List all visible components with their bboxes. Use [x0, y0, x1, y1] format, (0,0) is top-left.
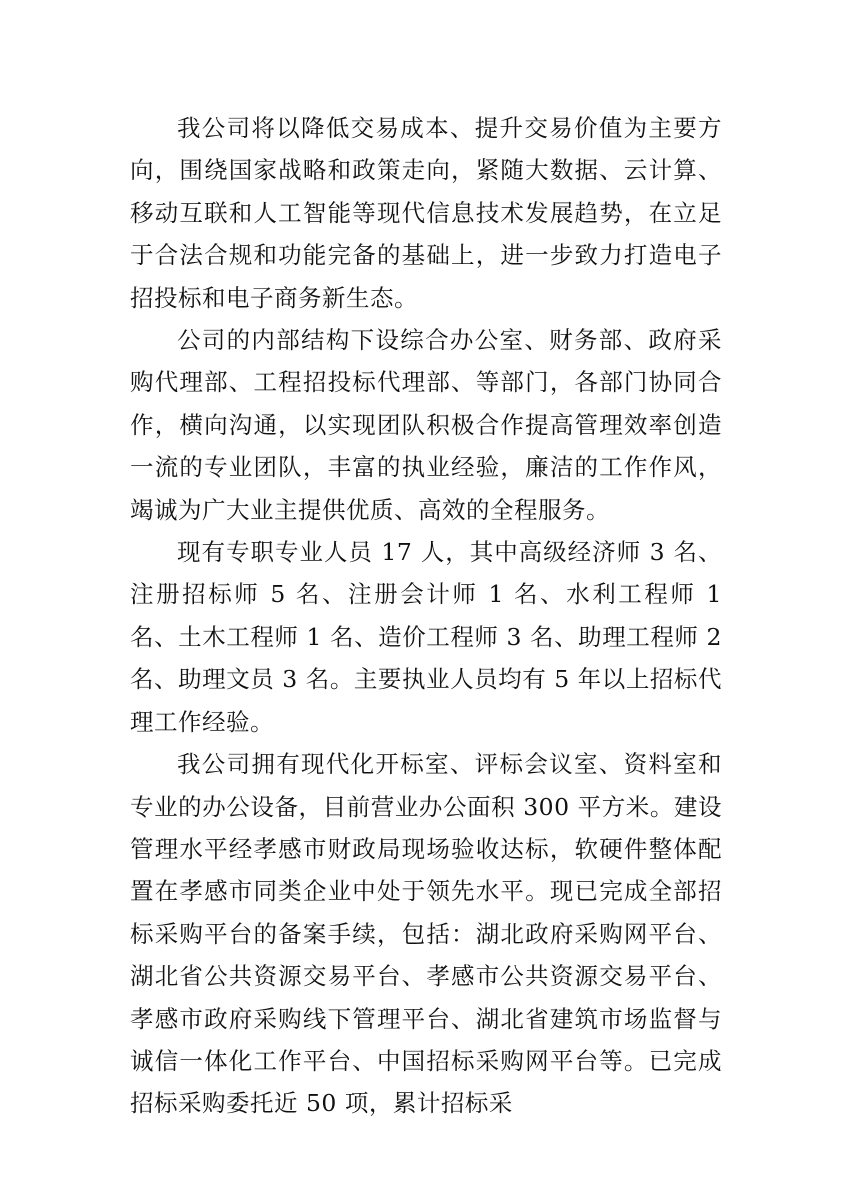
paragraph-staff: 现有专职专业人员 17 人，其中高级经济师 3 名、注册招标师 5 名、注册会计师 1 名、水利工程师 1 名、土木工程师 1 名、造价工程师 3 名、助理工程师 2 名、助理文员 3 名。主要执业人员均有 5 年以上招标代理工作经验。 — [130, 538, 722, 736]
paragraph-goals: 我公司将以降低交易成本、提升交易价值为主要方向，围绕国家战略和政策走向，紧随大数据、云计算、移动互联和人工智能等现代信息技术发展趋势，在立足于合法合规和功能完备的基础上，进一步致力打造电子招投标和电子商务新生态。 — [130, 114, 722, 312]
document-body — [130, 107, 722, 1125]
paragraph-facilities: 我公司拥有现代化开标室、评标会议室、资料室和专业的办公设备，目前营业办公面积 300 平方米。建设管理水平经孝感市财政局现场验收达标，软硬件整体配置在孝感市同类企业中处于领先水平。现已完成全部招标采购平台的备案手续，包括：湖北政府采购网平台、湖北省公共资源交易平台、孝感市公共资源交易平台、孝感市政府采购线下管理平台、湖北省建筑市场监督与诚信一体化工作平台、中国招标采购网平台等。已完成招标采购委托近 50 项，累计招标采 — [130, 750, 722, 1118]
paragraph-structure: 公司的内部结构下设综合办公室、财务部、政府采购代理部、工程招投标代理部、等部门，各部门协同合作，横向沟通，以实现团队积极合作提高管理效率创造一流的专业团队，丰富的执业经验，廉洁的工作作风，竭诚为广大业主提供优质、高效的全程服务。 — [130, 326, 722, 524]
